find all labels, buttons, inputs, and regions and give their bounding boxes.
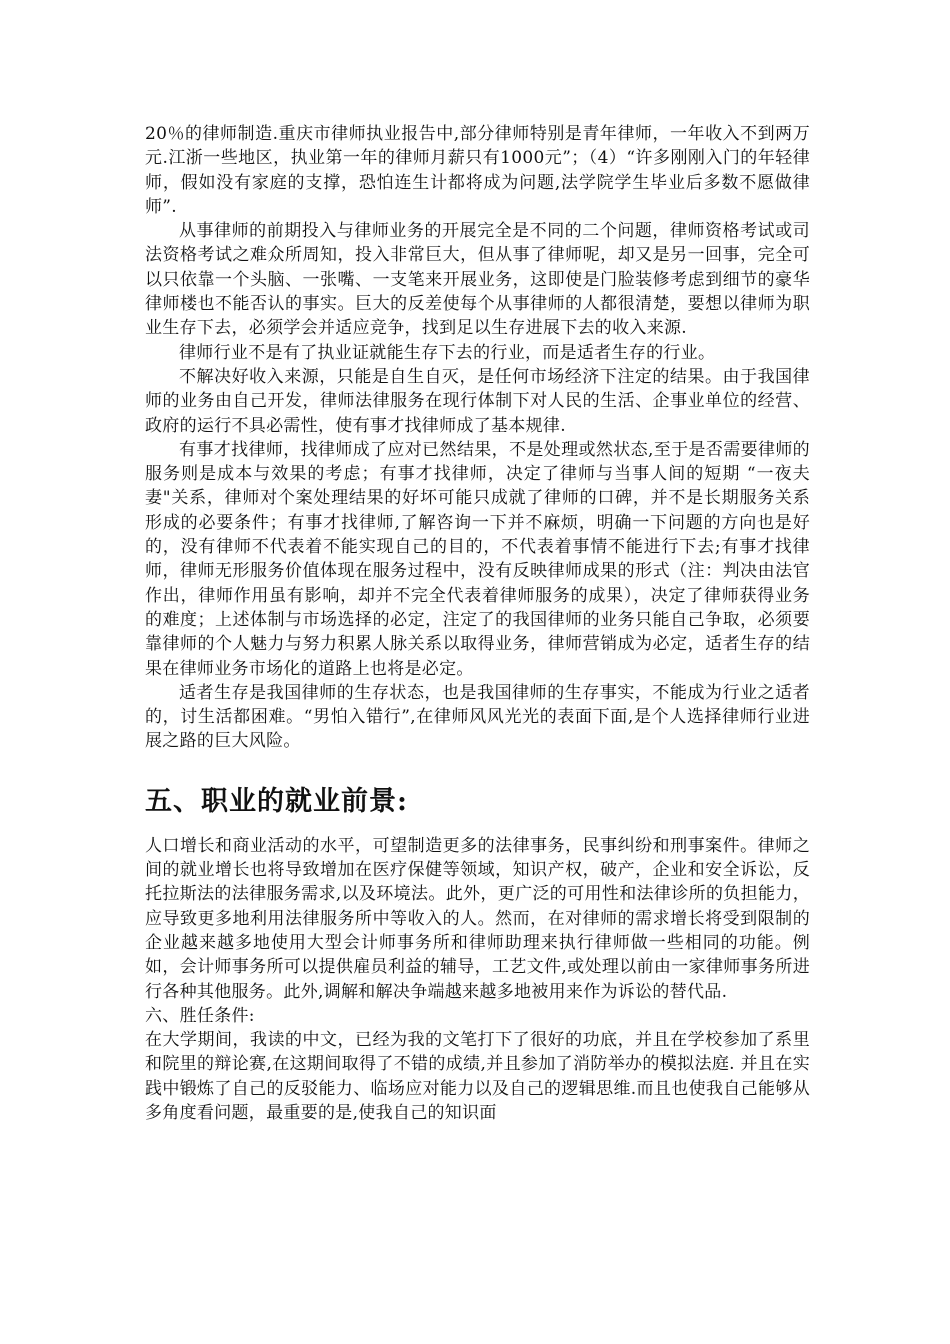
paragraph-prospects: 人口增长和商业活动的水平，可望制造更多的法律事务，民事纠纷和刑事案件。律师之间的就业增长也将导致增加在医疗保健等领域，知识产权，破产，企业和安全诉讼，反托拉斯法的法律服务需求,以及环境法。此外，更广泛的可用性和法律诊所的负担能力，应导致更多地利用法律服务所中等收入的人。然而，在对律师的需求增长将受到限制的企业越来越多地使用大型会计师事务所和律师助理来执行律师做一些相同的功能。例如，会计师事务所可以提供雇员利益的辅导，工艺文件,或处理以前由一家律师事务所进行各种其他服务。此外,调解和解决争端越来越多地被用来作为诉讼的替代品. bbox=[145, 835, 810, 1002]
paragraph-find-lawyer: 有事才找律师，找律师成了应对已然结果，不是处理或然状态,至于是否需要律师的服务则是成本与效果的考虑；有事才找律师，决定了律师与当事人间的短期 “一夜夫妻"关系，律师对个案处理结果的好坏可能只成就了律师的口碑，并不是长期服务关系形成的必要条件；有事才找律师,了解咨询一下并不麻烦，明确一下问题的方向也是好的，没有律师不代表着不能实现自己的目的，不代表着事情不能进行下去;有事才找律师，律师无形服务价值体现在服务过程中，没有反映律师成果的形式（注：判决由法官作出，律师作用虽有影响，却并不完全代表着律师服务的成果），决定了律师获得业务的难度；上述体制与市场选择的必定，注定了的我国律师的业务只能自己争取，必须要靠律师的个人魅力与努力积累人脉关系以取得业务，律师营销成为必定，适者生存的结果在律师业务市场化的道路上也将是必定。 bbox=[145, 439, 810, 679]
subsection-heading-competence: 六、胜任条件: bbox=[145, 1005, 255, 1026]
paragraph-investment: 从事律师的前期投入与律师业务的开展完全是不同的二个问题，律师资格考试或司法资格考试之难众所周知，投入非常巨大，但从事了律师呢，却又是另一回事，完全可以只依靠一个头脑、一张嘴、一支笔来开展业务，这即使是门脸装修考虑到细节的豪华律师楼也不能否认的事实。巨大的反差使每个从事律师的人都很清楚，要想以律师为职业生存下去，必须学会并适应竞争，找到足以生存进展下去的收入来源. bbox=[145, 221, 810, 339]
section-heading-prospects: 五、职业的就业前景: bbox=[145, 785, 408, 817]
paragraph-income-source: 不解决好收入来源，只能是自生自灭，是任何市场经济下注定的结果。由于我国律师的业务由自己开发，律师法律服务在现行体制下对人民的生活、企事业单位的经营、政府的运行不具必需性，使有事才找律师成了基本规律. bbox=[145, 366, 810, 436]
paragraph-survival-industry: 律师行业不是有了执业证就能生存下去的行业，而是适者生存的行业。 bbox=[179, 342, 716, 363]
paragraph-survival-state: 适者生存是我国律师的生存状态，也是我国律师的生存事实，不能成为行业之适者的，讨生活都困难。“男怕入错行”,在律师风风光光的表面下面,是个人选择律师行业进展之路的巨大风险。 bbox=[145, 682, 810, 752]
paragraph-competence: 在大学期间，我读的中文，已经为我的文笔打下了很好的功底，并且在学校参加了系里和院里的辩论赛,在这期间取得了不错的成绩,并且参加了消防举办的模拟法庭. 并且在实践中锻炼了自己的反驳能力、临场应对能力以及自己的逻辑思维.而且也使我自己能够从多角度看问题，最重要的是,使我自己的知识面 bbox=[145, 1030, 810, 1123]
paragraph-income-stats: 20％的律师制造.重庆市律师执业报告中,部分律师特别是青年律师，一年收入不到两万元.江浙一些地区，执业第一年的律师月薪只有1000元”；（4）“许多刚刚入门的年轻律师，假如没有家庭的支撑，恐怕连生计都将成为问题,法学院学生毕业后多数不愿做律师”. bbox=[145, 124, 810, 217]
document-body bbox=[145, 122, 810, 1125]
